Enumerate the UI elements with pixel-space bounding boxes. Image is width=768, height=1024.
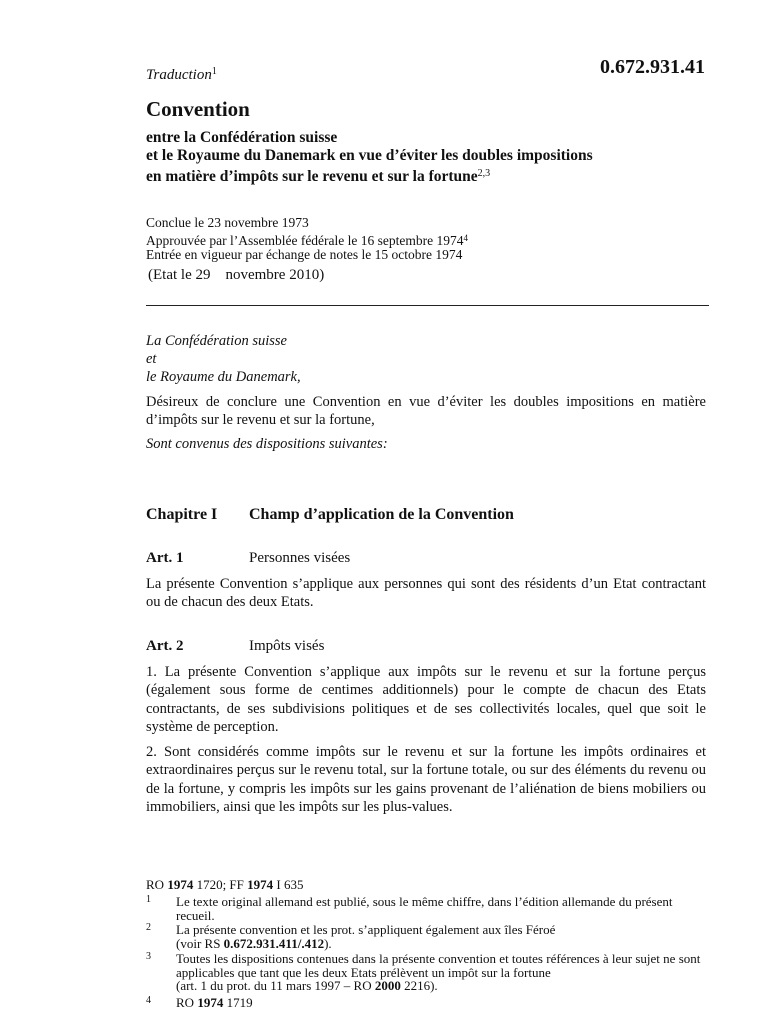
preamble-desireux: Désireux de conclure une Convention en vue d’éviter les doubles impositions en matière d’impôts sur le revenu et sur la fortune, (146, 394, 706, 429)
footnote-ref-4[interactable]: 4 (463, 232, 469, 243)
article-2-heading: Art. 2 Impôts visés (146, 638, 325, 654)
publication-reference: RO 1974 1720; FF 1974 I 635 (146, 877, 304, 892)
document-subtitle: entre la Confédération suisse et le Royaume du Danemark en vue d’éviter les doubles impositions en matière d’impôts sur le revenu et sur la fortune$^{2,3}$ (146, 129, 593, 185)
divider (146, 305, 709, 306)
status-date: (Etat le 29 novembre 2010) (148, 267, 325, 283)
footnote-ref-1[interactable]: 1 (211, 66, 217, 77)
article-1-heading: Art. 1 Personnes visées (146, 550, 351, 566)
adoption-metadata (146, 216, 468, 263)
preamble-sont-convenus: Sont convenus des dispositions suivantes: (146, 436, 388, 452)
translation-label: Traduction$^1$ (146, 66, 217, 83)
approved-date: Approuvée par l’Assemblée fédérale le 16 septembre 1974$^4$ (146, 232, 469, 248)
entry-into-force: Entrée en vigueur par échange de notes le 15 octobre 1974 (146, 247, 463, 262)
footnote-3: 3 Toutes les dispositions contenues dans la présente convention et toutes références à leur sujet ne sont applicables que tant que les deux Etats prélèvent un impôt sur la fortune (art. 1 du prot. du 11 mars 1997 – RO 2000 2216). (146, 951, 701, 993)
systematic-number: 0.672.931.41 (600, 56, 705, 78)
concluded-date: Conclue le 23 novembre 1973 (146, 215, 309, 230)
footnote-2: 2 La présente convention et les prot. s’appliquent également aux îles Féroé (voir RS 0.672.931.411/.412). (146, 922, 556, 951)
article-1-paragraph: La présente Convention s’applique aux personnes qui sont des résidents d’un Etat contractant ou de chacun des deux Etats. (146, 576, 706, 611)
document-title: Convention (146, 97, 250, 121)
rs-link[interactable]: 0.672.931.411/.412 (223, 935, 325, 951)
preamble-parties: La Confédération suisse et le Royaume du Danemark, (146, 333, 301, 385)
footnote-ref-2-3[interactable]: 2,3 (477, 168, 491, 179)
footnote-1: 1 Le texte original allemand est publié, sous le même chiffre, dans l’édition allemande du présent recueil. (146, 894, 673, 923)
article-2-paragraph-1: 1. La présente Convention s’applique aux impôts sur le revenu et sur la fortune perçus (également sous forme de centimes additionnels) pour le compte de chacun des Etats contractants, de ses subdivisions politiques et de ses collectivités locales, quel que soit le système de perception. (146, 664, 706, 735)
chapter-heading: Chapitre I Champ d’application de la Convention (146, 506, 514, 523)
footnote-4: 4 RO 1974 1719 (146, 995, 253, 1010)
article-2-paragraph-2: 2. Sont considérés comme impôts sur le revenu et sur la fortune les impôts ordinaires et extraordinaires perçus sur le revenu total, sur la fortune totale, ou sur des éléments du revenu ou de la fortune, y compris les impôts sur les gains provenant de l’aliénation de biens mobiliers ou immobiliers, ainsi que les impôts sur les plus-values. (146, 744, 706, 815)
